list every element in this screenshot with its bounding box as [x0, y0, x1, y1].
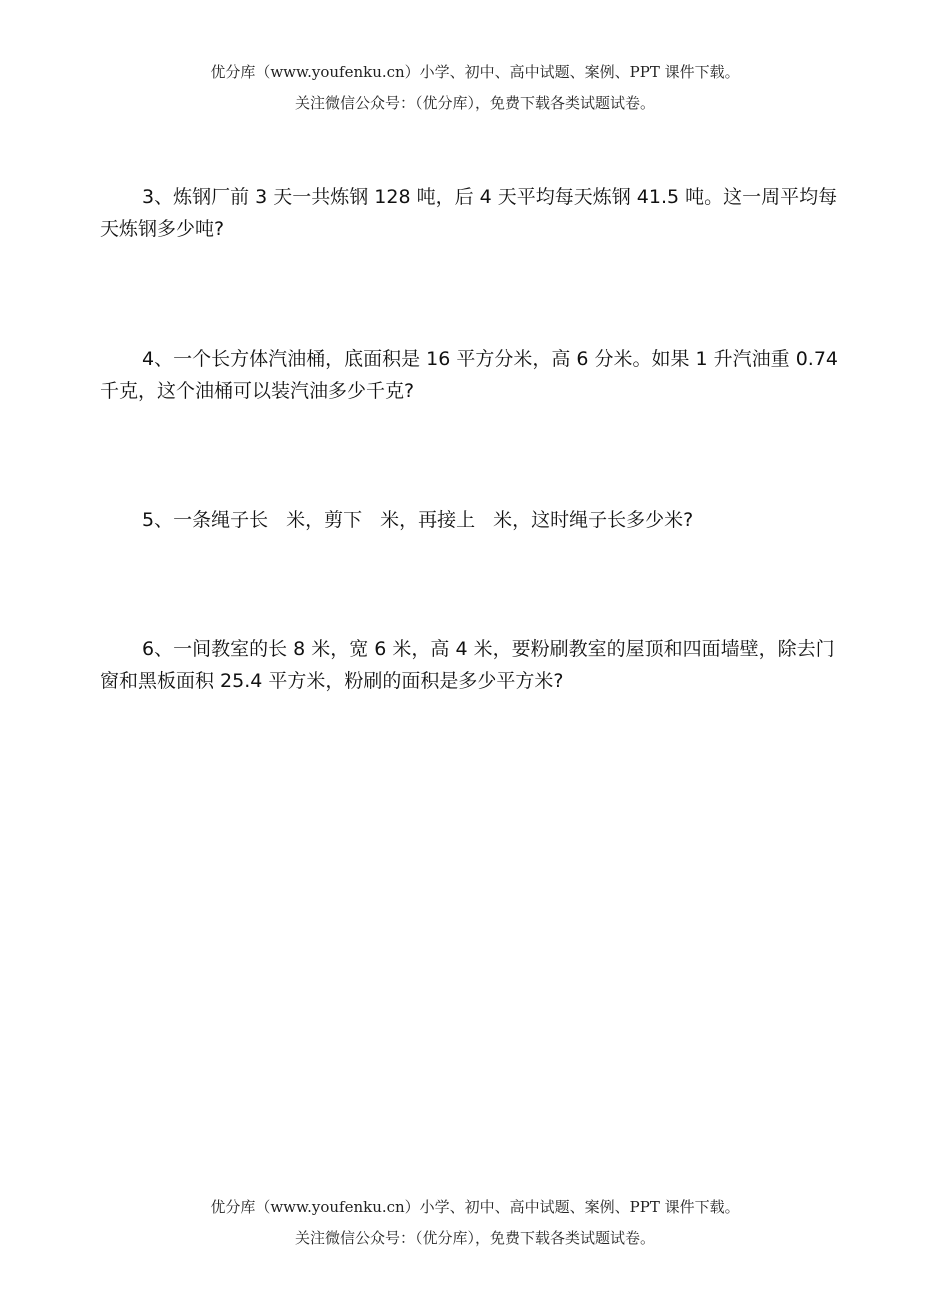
- footer-line-2: 关注微信公众号：（优分库），免费下载各类试题试卷。: [294, 1229, 655, 1247]
- question-5-part-b: 米，剪下: [286, 509, 363, 531]
- question-5-part-d: 米，这时绳子长多少米?: [493, 509, 694, 531]
- header-line-1: 优分库（www.youfenku.cn）小学、初中、高中试题、案例、PPT 课件下载。: [210, 63, 740, 81]
- question-5: [100, 504, 852, 536]
- page-footer: [0, 1192, 950, 1254]
- header-line-2: 关注微信公众号：（优分库），免费下载各类试题试卷。: [294, 94, 655, 112]
- question-6: 6、一间教室的长 8 米，宽 6 米，高 4 米，要粉刷教室的屋顶和四面墙壁，除去门窗和黑板面积 25.4 平方米，粉刷的面积是多少平方米?: [100, 638, 835, 692]
- question-5-part-a: 5、一条绳子长: [142, 509, 269, 531]
- question-4: 4、一个长方体汽油桶，底面积是 16 平方分米，高 6 分米。如果 1 升汽油重 0.74 千克，这个油桶可以装汽油多少千克?: [100, 348, 839, 402]
- question-3: 3、炼钢厂前 3 天一共炼钢 128 吨，后 4 天平均每天炼钢 41.5 吨。这一周平均每天炼钢多少吨?: [100, 186, 838, 240]
- footer-line-1: 优分库（www.youfenku.cn）小学、初中、高中试题、案例、PPT 课件下载。: [210, 1198, 740, 1216]
- page-header: [0, 57, 950, 119]
- question-5-part-c: 米，再接上: [380, 509, 476, 531]
